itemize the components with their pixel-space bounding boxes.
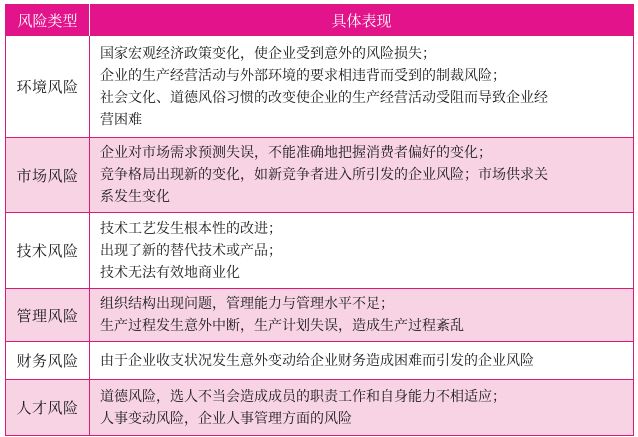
table-row: [6, 380, 634, 436]
risk-description-cell: [90, 342, 634, 380]
risk-type-cell: 市场风险: [6, 138, 90, 213]
description-line: 人事变动风险，企业人事管理方面的风险: [100, 410, 352, 427]
description-line: 竞争格局出现新的变化，如新竞争者进入所引发的企业风险；市场供求关: [100, 167, 548, 183]
description-line: 生产过程发生意外中断，生产计划失误，造成生产过程紊乱: [100, 318, 464, 334]
risk-description-cell: [90, 213, 634, 289]
table-row: [6, 138, 634, 213]
risk-table: [5, 4, 634, 436]
table-row: [6, 342, 634, 380]
description-line: 企业对市场需求预测失误，不能准确地把握消费者偏好的变化；: [100, 145, 492, 161]
description-line: 国家宏观经济政策变化，使企业受到意外的风险损失；: [100, 45, 436, 62]
description-line: 营困难: [100, 111, 142, 128]
risk-type-cell: 技术风险: [6, 213, 90, 289]
header-description: 具体表现: [90, 5, 634, 36]
risk-type-cell: 环境风险: [6, 36, 90, 138]
risk-description-cell: [90, 380, 634, 436]
risk-description-cell: [90, 138, 634, 213]
table-header-row: [6, 5, 634, 36]
description-line: 出现了新的替代技术或产品；: [100, 242, 282, 259]
description-line: 由于企业收支状况发生意外变动给企业财务造成困难而引发的企业风险: [100, 352, 534, 369]
table-row: [6, 289, 634, 342]
risk-type-cell: 财务风险: [6, 342, 90, 380]
header-risk-type: 风险类型: [6, 5, 90, 36]
table-row: [6, 213, 634, 289]
table-row: [6, 36, 634, 138]
description-line: 系发生变化: [100, 189, 170, 205]
description-line: 企业的生产经营活动与外部环境的要求相违背而受到的制裁风险；: [100, 67, 506, 84]
description-line: 技术无法有效地商业化: [100, 264, 240, 281]
risk-table-container: [5, 4, 633, 432]
risk-description-cell: [90, 289, 634, 342]
risk-type-cell: 管理风险: [6, 289, 90, 342]
description-line: 组织结构出现问题，管理能力与管理水平不足；: [100, 296, 394, 312]
risk-description-cell: [90, 36, 634, 138]
description-line: 技术工艺发生根本性的改进；: [100, 220, 282, 237]
description-line: 道德风险，选人不当会造成成员的职责工作和自身能力不相适应；: [100, 388, 506, 405]
risk-type-cell: 人才风险: [6, 380, 90, 436]
description-line: 社会文化、道德风俗习惯的改变使企业的生产经营活动受阻而导致企业经: [100, 89, 548, 106]
